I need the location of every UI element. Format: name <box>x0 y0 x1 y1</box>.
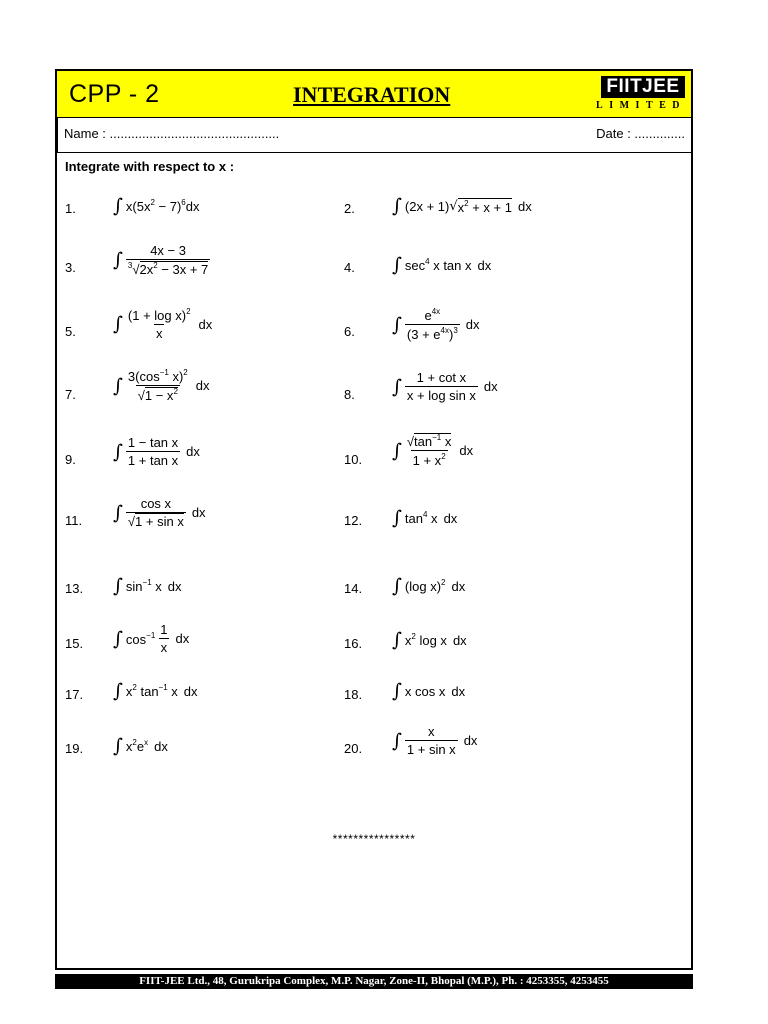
question-number: 7. <box>65 387 76 402</box>
question-17-expression: ∫ $x^2$ $\tan^{-1} x$ dx <box>113 680 198 702</box>
question-4-expression: ∫ $\sec^4 x$ tan x dx <box>392 254 492 276</box>
question-15-expression: ∫ $\cos^{-1}$ $\frac{1}{x}$ dx <box>113 622 190 655</box>
name-field[interactable]: Name : ............................................... <box>64 126 280 141</box>
question-number: 2. <box>344 201 355 216</box>
fiitjee-logo <box>596 76 686 112</box>
end-marker: **************** <box>332 832 416 846</box>
question-18-expression: ∫ x cos x dx <box>392 680 466 702</box>
worksheet <box>55 69 693 970</box>
logo-sub: LIMITED <box>596 100 686 111</box>
question-13-expression: ∫ $\sin^{-1} x$ dx <box>113 575 182 597</box>
header-band <box>57 71 691 118</box>
page-title: INTEGRATION <box>293 82 451 107</box>
footer-address: FIIT-JEE Ltd., 48, Gurukripa Complex, M.P. Nagar, Zone-II, Bhopal (M.P.), Ph. : 4253355, 4253455 <box>55 974 693 989</box>
question-number: 15. <box>65 636 84 651</box>
question-number: 10. <box>344 452 363 467</box>
question-6-expression: ∫ $\frac{e^{4x}}{(3 + e^{4x})^3}$ dx <box>392 307 480 342</box>
question-5-expression: ∫ $\frac{(1 + \log x)^2}{x}$ dx <box>113 307 213 341</box>
question-number: 13. <box>65 581 84 596</box>
question-number: 18. <box>344 687 363 702</box>
question-16-expression: ∫ $x^2$ log x dx <box>392 629 467 651</box>
question-7-expression: ∫ $\frac{3(\cos^{-1} x)^2}{√1 - x^2}$ dx <box>113 368 210 403</box>
logo-main: FIITJEE <box>601 76 685 98</box>
question-number: 3. <box>65 260 76 275</box>
question-number: 17. <box>65 687 84 702</box>
question-number: 16. <box>344 636 363 651</box>
question-14-expression: ∫ (log x)$^2$ dx <box>392 575 466 597</box>
question-number: 19. <box>65 741 84 756</box>
question-number: 4. <box>344 260 355 275</box>
question-11-expression: ∫ $\frac{\text{cos x}}{\text{√1 + sin x}}$ dx <box>113 496 206 529</box>
question-20-expression: ∫ $\frac{x}{\text{1 + sin x}}$ dx <box>392 724 478 757</box>
question-number: 6. <box>344 324 355 339</box>
question-1-expression: ∫ $x(5x^2 - 7)^6dx$ <box>113 195 200 217</box>
question-number: 9. <box>65 452 76 467</box>
date-field[interactable]: Date : .............. <box>596 126 685 141</box>
question-number: 14. <box>344 581 363 596</box>
question-10-expression: ∫ $\frac{√\tan^{-1} x}{1 + x^2}$ dx <box>392 433 474 468</box>
question-number: 11. <box>65 513 83 528</box>
name-date-row <box>57 118 691 153</box>
question-3-expression: ∫ $\frac{4x - 3}{^3√2x^2 - 3x + 7}$ <box>113 243 209 277</box>
question-number: 8. <box>344 387 355 402</box>
question-12-expression: ∫ $\tan^4 x$ dx <box>392 507 458 529</box>
question-9-expression: ∫ $\frac{\text{1 − tan x}}{\text{1 + tan x}}$ dx <box>113 435 200 468</box>
sheet-code: CPP - 2 <box>69 80 160 108</box>
question-number: 20. <box>344 741 363 756</box>
question-8-expression: ∫ $\frac{\text{1 + cot x}}{\text{x + log sin x}}$ dx <box>392 370 498 403</box>
question-19-expression: ∫ $x^2e^x$ dx <box>113 735 168 757</box>
question-2-expression: ∫ (2x + 1) √ $x^2 + x + 1$ dx <box>392 195 532 217</box>
question-number: 1. <box>65 201 76 216</box>
question-number: 12. <box>344 513 363 528</box>
instruction: Integrate with respect to x : <box>65 159 235 174</box>
question-number: 5. <box>65 324 76 339</box>
